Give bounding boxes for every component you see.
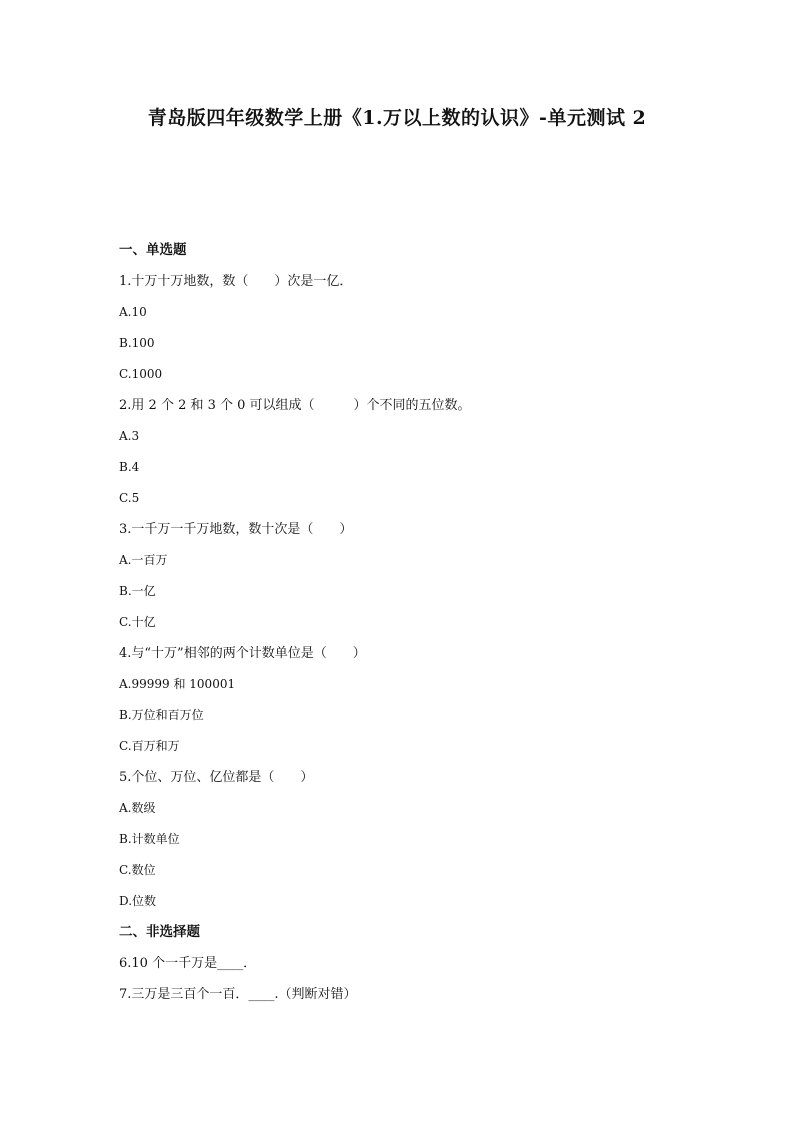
question-1: 1.十万十万地数，数（ ）次是一亿． (119, 274, 353, 289)
q4-option-b: B.万位和百万位 (119, 708, 204, 722)
q3-option-a: A.一百万 (119, 553, 168, 567)
question-5: 5.个位、万位、亿位都是（ ） (119, 770, 314, 785)
q1-option-a: A.10 (119, 305, 147, 319)
q3-option-c: C.十亿 (119, 615, 156, 629)
question-2: 2.用 2 个 2 和 3 个 0 可以组成（ ）个不同的五位数。 (119, 398, 471, 413)
q5-option-c: C.数位 (119, 863, 156, 877)
q3-option-b: B.一亿 (119, 584, 156, 598)
question-6: 6.10 个一千万是____． (119, 956, 257, 971)
q4-option-c: C.百万和万 (119, 739, 180, 753)
q2-option-a: A.3 (119, 429, 140, 443)
document-title: 青岛版四年级数学上册《1.万以上数的认识》-单元测试 2 (147, 107, 647, 129)
section-heading: 一、单选题 (119, 242, 187, 258)
question-3: 3.一千万一千万地数，数十次是（ ） (119, 522, 353, 537)
q1-option-c: C.1000 (119, 367, 163, 381)
question-7: 7.三万是三百个一百．____.（判断对错） (119, 987, 357, 1002)
q2-option-c: C.5 (119, 491, 140, 505)
document-body (119, 235, 679, 1010)
q5-option-d: D.位数 (119, 894, 157, 908)
q4-option-a: A.99999 和 100001 (119, 677, 236, 691)
section-heading: 二、非选择题 (119, 924, 200, 940)
q1-option-b: B.100 (119, 336, 155, 350)
q2-option-b: B.4 (119, 460, 140, 474)
q5-option-a: A.数级 (119, 801, 156, 815)
question-4: 4.与“十万”相邻的两个计数单位是（ ） (119, 646, 366, 661)
q5-option-b: B.计数单位 (119, 832, 180, 846)
